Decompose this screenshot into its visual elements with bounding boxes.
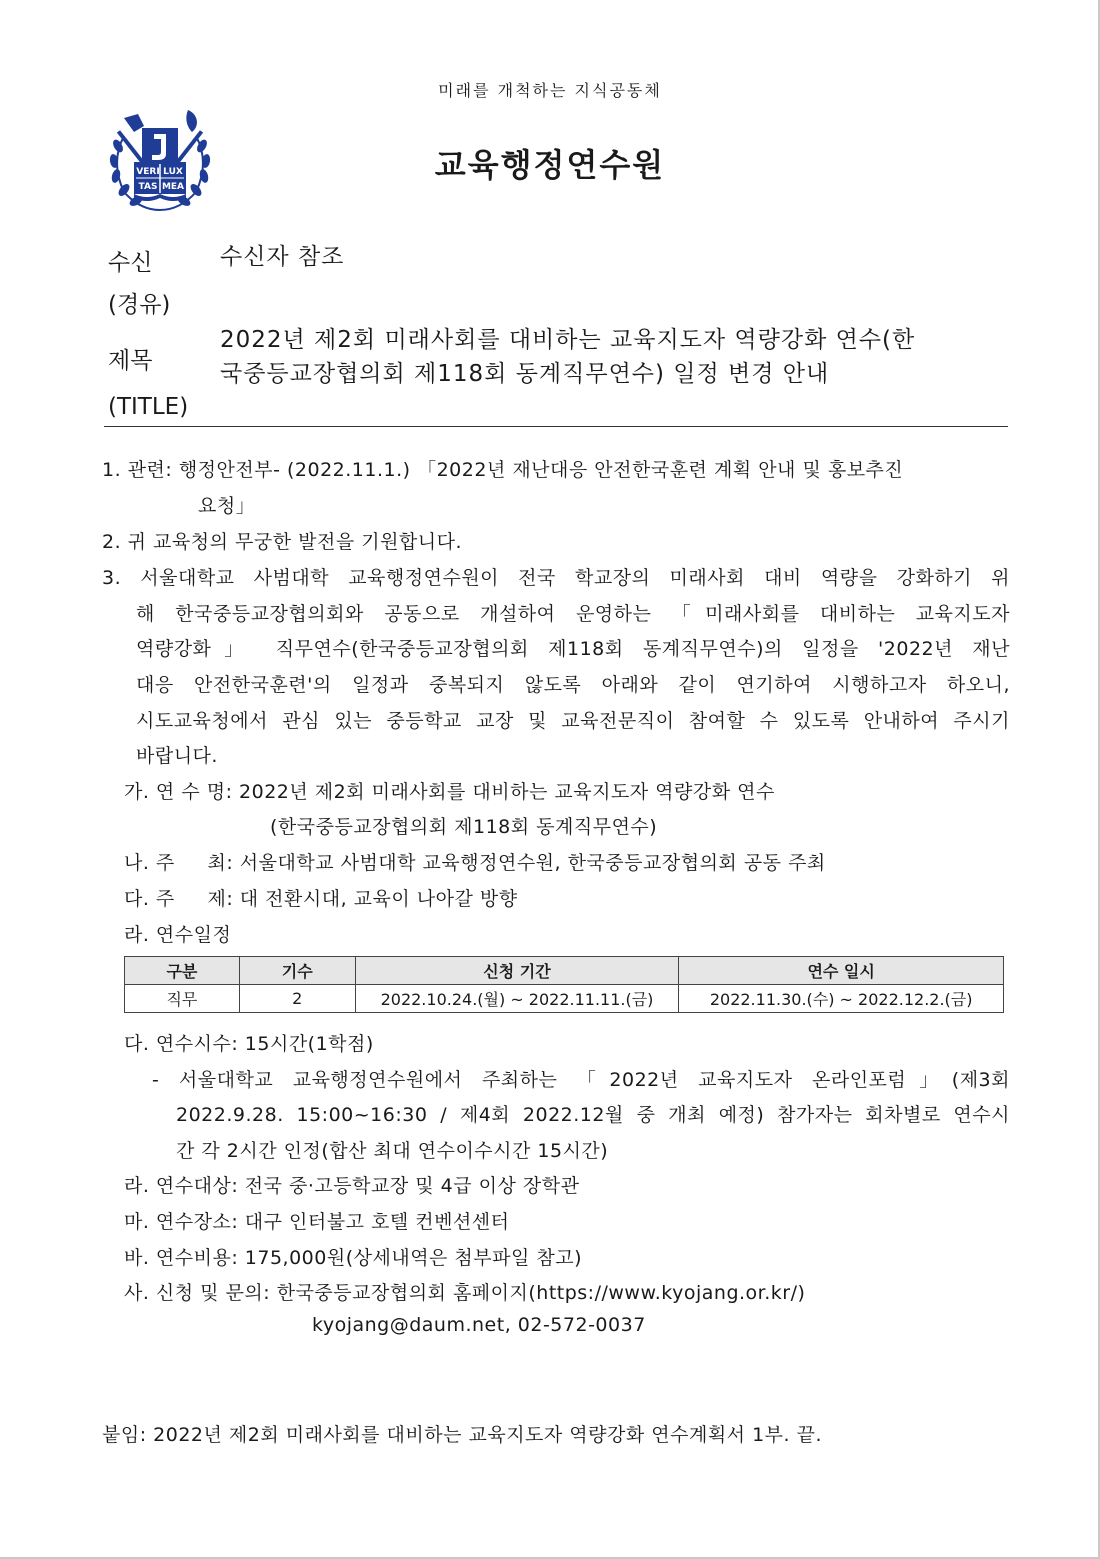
- item-ga-line-1: 가. 연 수 명: 2022년 제2회 미래사회를 대비하는 교육지도자 역량강화 연수: [124, 781, 775, 803]
- item-sa-contact-line-1: 사. 신청 및 문의: 한국중등교장협의회 홈페이지(https://www.kyojang.or.kr/): [124, 1282, 806, 1304]
- paragraph-3-line-1: 3. 서울대학교 사범대학 교육행정연수원이 전국 학교장의 미래사회 대비 역량을 강화하기 위: [102, 567, 1010, 589]
- item-na: 나. 주 최: 서울대학교 사범대학 교육행정연수원, 한국중등교장협의회 공동 주최: [124, 852, 826, 874]
- table-cell-cohort: 2: [239, 985, 355, 1013]
- schedule-table: [124, 956, 1004, 1013]
- paragraph-3-line-6: 바랍니다.: [136, 745, 218, 767]
- logo-text-veri: VERI: [136, 167, 160, 177]
- item-ra-target: 라. 연수대상: 전국 중·고등학교장 및 4급 이상 장학관: [124, 1175, 580, 1197]
- paragraph-3-line-5: 시도교육청에서 관심 있는 중등학교 교장 및 교육전문직이 참여할 수 있도록 안내하여 주시기: [136, 710, 1010, 732]
- item-ra: 라. 연수일정: [124, 924, 232, 946]
- paragraph-1-line-2: 요청」: [198, 495, 256, 517]
- paragraph-3-line-2: 해 한국중등교장협의회와 공동으로 개설하여 운영하는 「미래사회를 대비하는 교육지도자: [136, 603, 1010, 625]
- item-da-hours-sub-line-2: 2022.9.28. 15:00~16:30 / 제4회 2022.12월 중 개최 예정) 참가자는 회차별로 연수시: [176, 1104, 1010, 1126]
- attachment-note: 붙임: 2022년 제2회 미래사회를 대비하는 교육지도자 역량강화 연수계획서 1부. 끝.: [102, 1424, 822, 1446]
- recipient-value: 수신자 참조: [220, 244, 345, 270]
- document-title-line-1: 2022년 제2회 미래사회를 대비하는 교육지도자 역량강화 연수(한: [220, 327, 916, 353]
- table-row: [125, 985, 1004, 1013]
- logo-text-mea: MEA: [161, 182, 185, 192]
- item-da-hours: 다. 연수시수: 15시간(1학점): [124, 1033, 374, 1055]
- item-ma-venue: 마. 연수장소: 대구 인터불고 호텔 컨벤션센터: [124, 1211, 510, 1233]
- header-divider: [104, 426, 1008, 427]
- paragraph-1-line-1: 1. 관련: 행정안전부- (2022.11.1.) 「2022년 재난대응 안전한국훈련 계획 안내 및 홍보추진: [102, 459, 904, 481]
- table-cell-category: 직무: [125, 985, 240, 1013]
- table-header-training-dates: 연수 일시: [679, 957, 1004, 985]
- table-cell-training-dates: 2022.11.30.(수) ~ 2022.12.2.(금): [679, 985, 1004, 1013]
- table-header-category: 구분: [125, 957, 240, 985]
- paragraph-3-line-4: 대응 안전한국훈련'의 일정과 중복되지 않도록 아래와 같이 연기하여 시행하고자 하오니,: [136, 674, 1010, 696]
- item-da-hours-sub-line-3: 간 각 2시간 인정(합산 최대 연수이수시간 15시간): [176, 1140, 609, 1162]
- table-header-cohort: 기수: [239, 957, 355, 985]
- document-title-line-2: 국중등교장협의회 제118회 동계직무연수) 일정 변경 안내: [220, 361, 830, 387]
- item-da: 다. 주 제: 대 전환시대, 교육이 나아갈 방향: [124, 888, 518, 910]
- organization-name: 교육행정연수원: [434, 146, 666, 184]
- title-label-en: (TITLE): [108, 394, 189, 420]
- table-header-application-period: 신청 기간: [355, 957, 679, 985]
- item-sa-contact-line-2: kyojang@daum.net, 02-572-0037: [312, 1314, 646, 1336]
- recipient-label: 수신: [108, 250, 153, 276]
- via-label: (경유): [108, 292, 171, 318]
- slogan: 미래를 개척하는 지식공동체: [438, 81, 662, 100]
- logo-text-tas: TAS: [138, 182, 158, 192]
- table-header-row: [125, 957, 1004, 985]
- logo-text-lux: LUX: [163, 167, 183, 177]
- paragraph-3-line-3: 역량강화」 직무연수(한국중등교장협의회 제118회 동계직무연수)의 일정을 '2022년 재난: [136, 638, 1010, 660]
- item-ba-cost: 바. 연수비용: 175,000원(상세내역은 첨부파일 참고): [124, 1247, 583, 1269]
- item-ga-line-2: (한국중등교장협의회 제118회 동계직무연수): [270, 816, 658, 838]
- table-cell-application-period: 2022.10.24.(월) ~ 2022.11.11.(금): [355, 985, 679, 1013]
- paragraph-2: 2. 귀 교육청의 무궁한 발전을 기원합니다.: [102, 531, 463, 553]
- title-label: 제목: [108, 348, 153, 374]
- item-da-hours-sub-line-1: - 서울대학교 교육행정연수원에서 주최하는 「2022년 교육지도자 온라인포럼」(제3회: [152, 1069, 1010, 1091]
